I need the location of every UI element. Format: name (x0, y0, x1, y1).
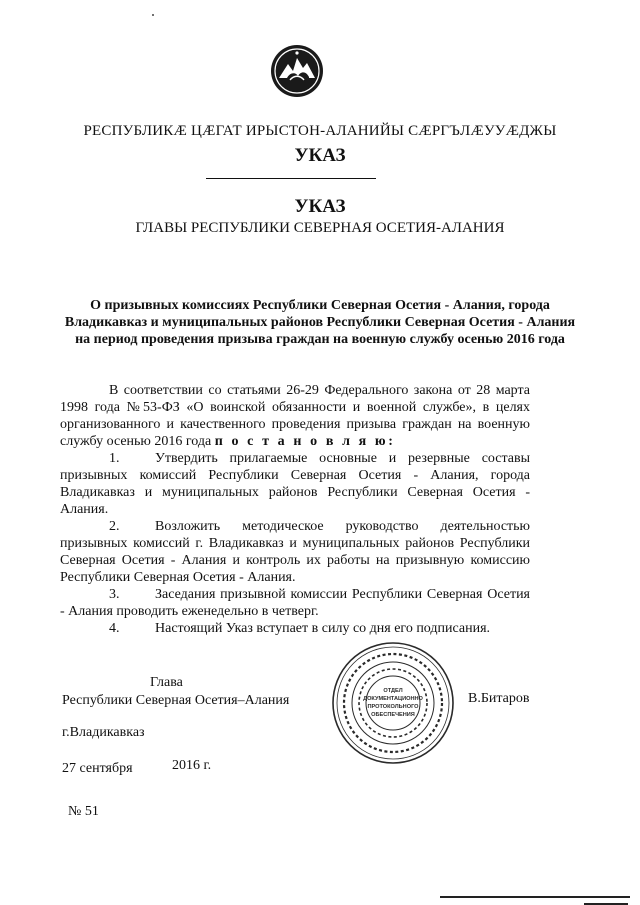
scan-speck (152, 14, 154, 16)
decree-word-ossetian: УКАЗ (294, 145, 346, 166)
item-number: 4. (109, 621, 120, 636)
decree-item-3 (60, 586, 530, 620)
issue-date-year: 2016 г. (172, 758, 212, 773)
item-text: Возложить методическое руководство деятельностью призывных комиссий г. Владикавказ и муниципальных районов Республики Северная Осетия - Алания и контроль их работы на призывную комиссию Республики Северная Осетия - Алания. (60, 519, 530, 585)
head-of-republic-title: ГЛАВЫ РЕСПУБЛИКИ СЕВЕРНАЯ ОСЕТИЯ-АЛАНИЯ (135, 220, 505, 236)
decree-title: О призывных комиссиях Республики Северная Осетия - Алания, города Владикавказ и муниципальных районов Республики Северная Осетия - Алания на период проведения призыва граждан на военную службу осенью 2016 года (64, 298, 576, 347)
issue-city: г.Владикавказ (62, 725, 145, 740)
stamp-text-4: ОБЕСПЕЧЕНИЯ (371, 712, 415, 718)
item-text: Утвердить прилагаемые основные и резервные составы призывных комиссий Республики Северная Осетия - Алания, города Владикавказ и муниципальных районов Республики Северная Осетия - Алания. (60, 451, 530, 517)
decree-number: № 51 (68, 804, 99, 819)
coat-of-arms-icon (270, 44, 324, 98)
stamp-text-2: ДОКУМЕНТАЦИОННО (363, 696, 423, 702)
scan-artifact-line (440, 896, 630, 898)
decree-item-4 (60, 620, 530, 637)
item-text: Заседания призывной комиссии Республики Северная Осетия - Алания проводить еженедельно в четверг. (60, 587, 530, 619)
decree-item-1 (60, 450, 530, 518)
item-number: 3. (109, 587, 120, 602)
preamble-text: В соответствии со статьями 26-29 Федерального закона от 28 марта 1998 года №53-ФЗ «О воинской обязанности и военной службе», в целях организованного и качественного проведения призыва граждан на военную службу осенью 2016 года (60, 383, 530, 449)
preamble (60, 382, 530, 450)
item-number: 1. (109, 451, 120, 466)
signer-name: В.Битаров (468, 691, 530, 706)
header-divider (206, 178, 376, 179)
decree-body (60, 382, 530, 637)
resolve-word: п о с т а н о в л я ю: (214, 434, 396, 449)
decree-item-2 (60, 518, 530, 586)
stamp-text-3: ПРОТОКОЛЬНОГО (367, 704, 419, 710)
signer-role-line-2: Республики Северная Осетия–Алания (62, 693, 290, 708)
item-text: Настоящий Указ вступает в силу со дня его подписания. (155, 621, 491, 636)
decree-word-russian: УКАЗ (294, 196, 346, 217)
stamp-text-1: ОТДЕЛ (383, 688, 403, 694)
item-number: 2. (109, 519, 120, 534)
republic-title-ossetian: РЕСПУБЛИКÆ ЦÆГАТ ИРЫСТОН-АЛАНИЙЫ СÆРГЪЛÆУУÆДЖЫ (83, 123, 557, 139)
signer-role-line-1: Глава (150, 675, 183, 690)
official-stamp (330, 640, 456, 766)
issue-date-day-month: 27 сентября (62, 761, 133, 776)
